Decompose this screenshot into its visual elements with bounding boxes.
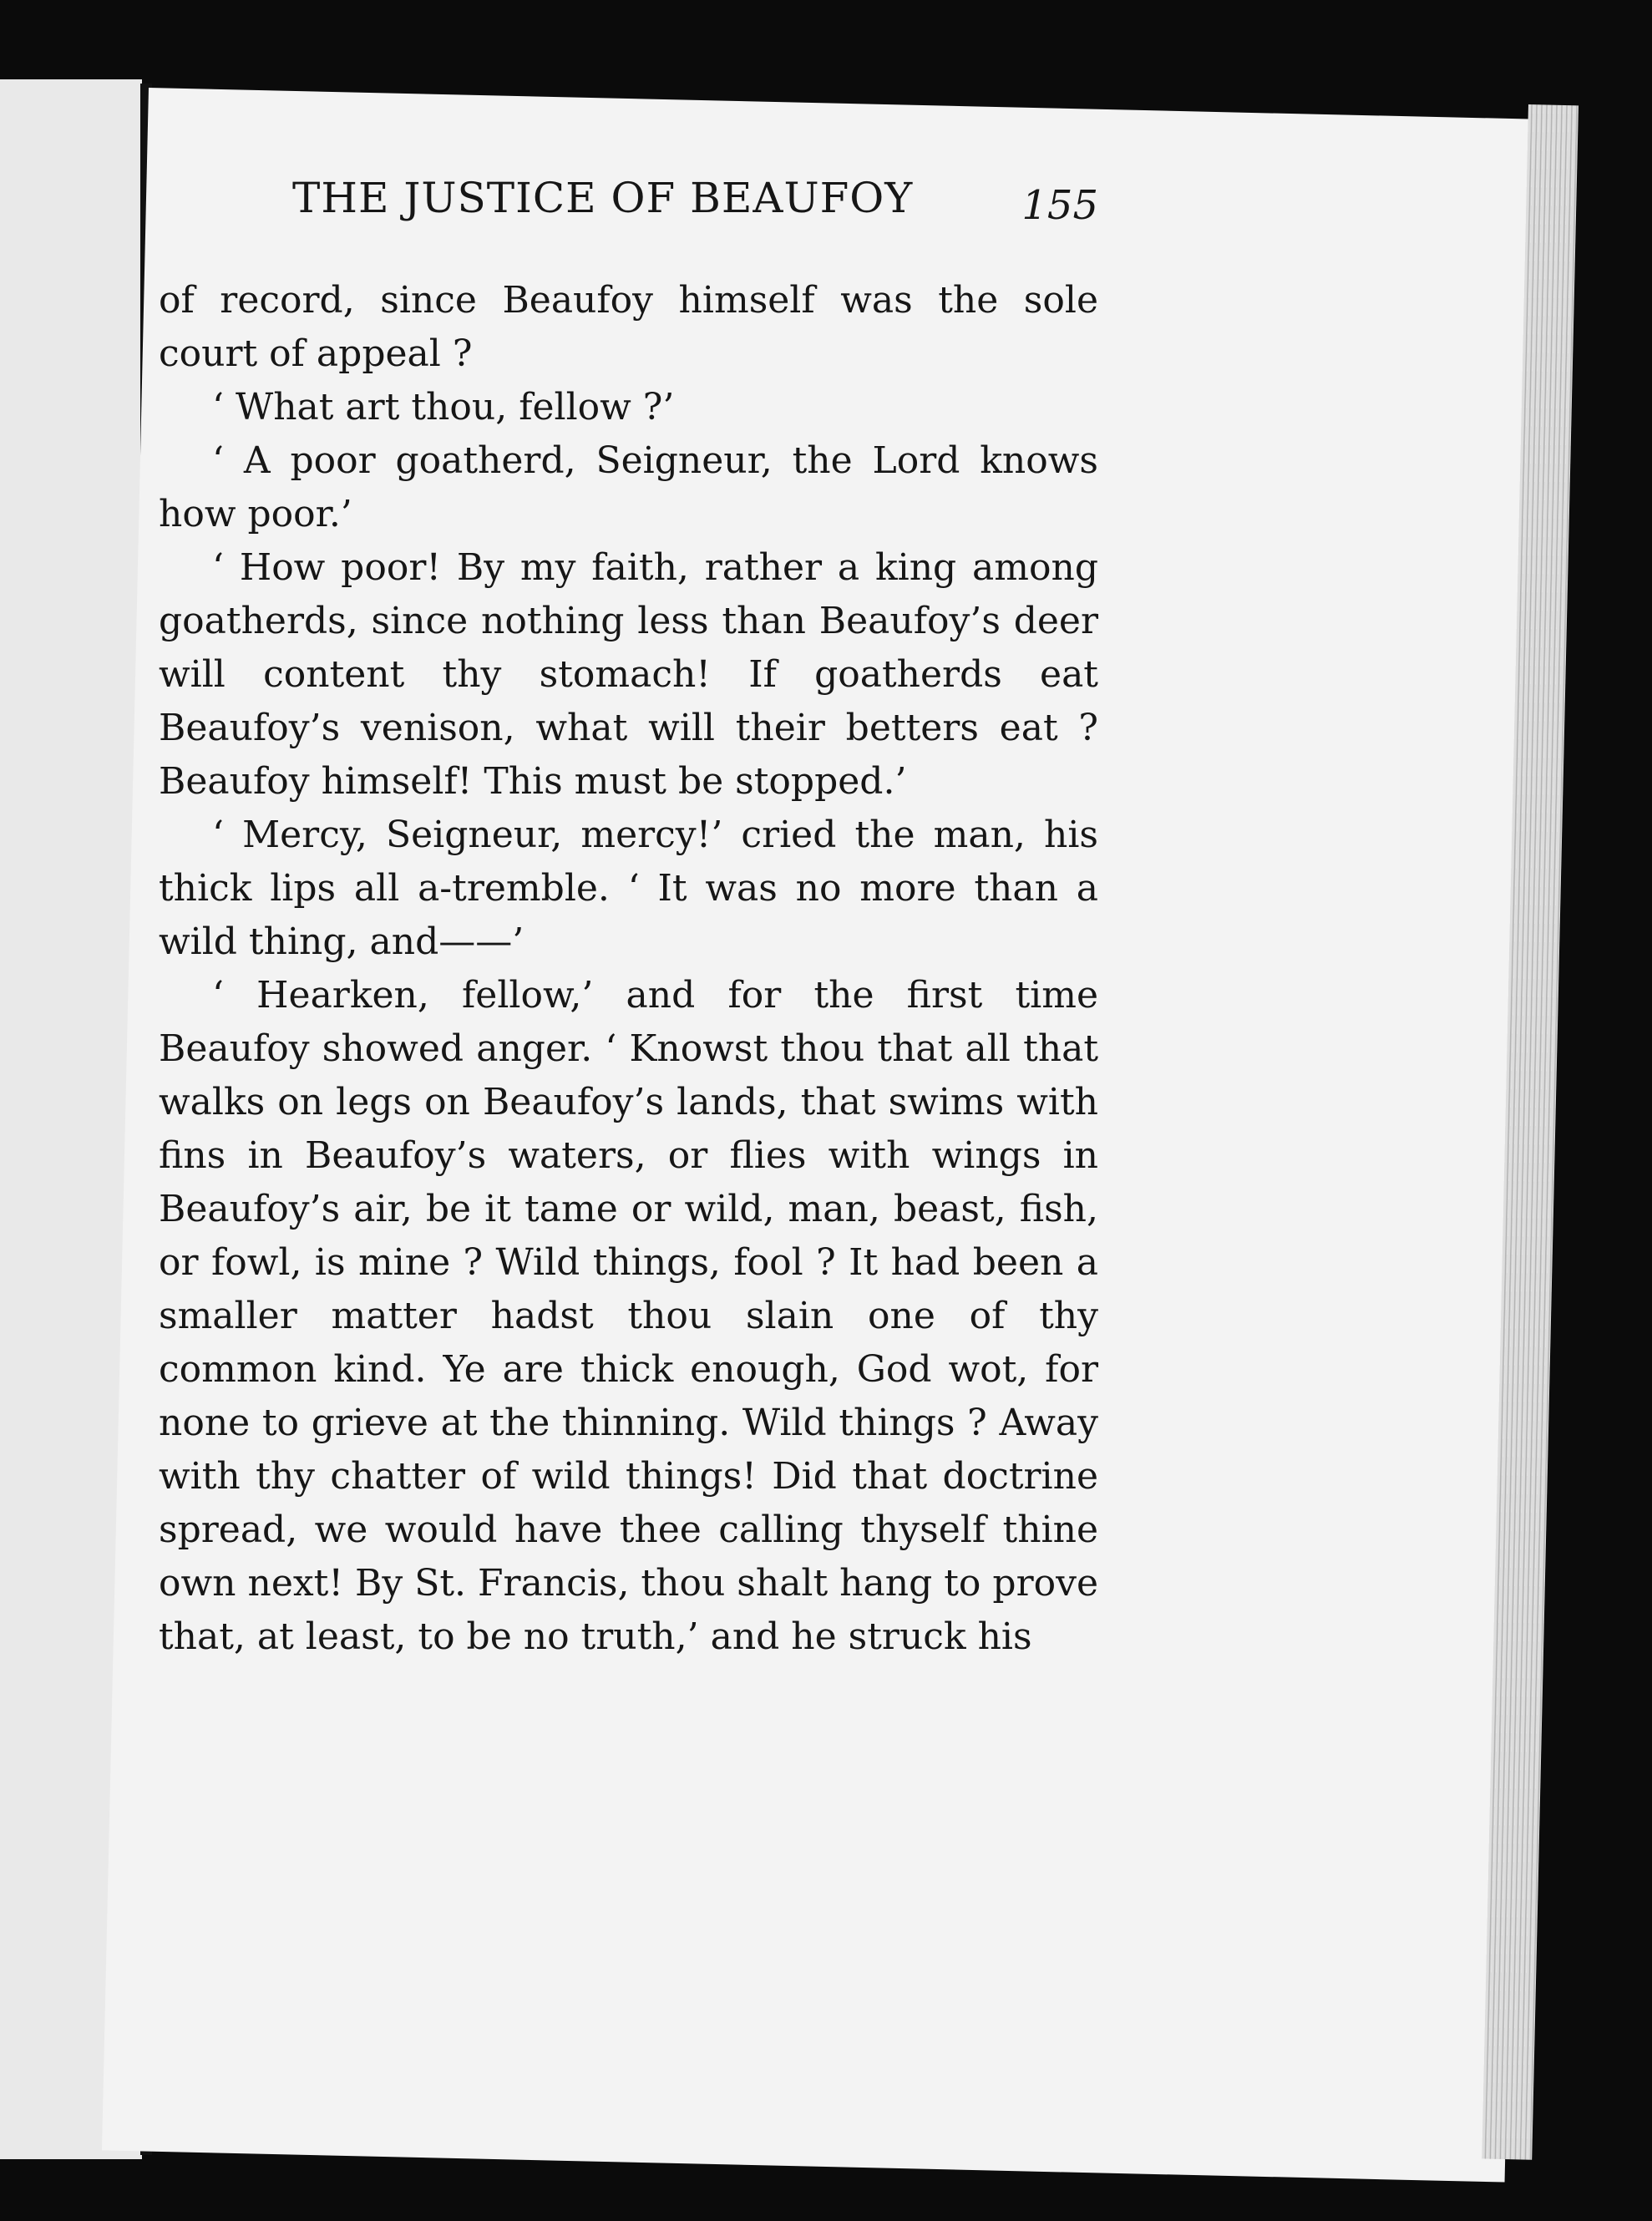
paragraph: ‘ Mercy, Seigneur, mercy!’ cried the man, his thick lips all a-tremble. ‘ It was no more than a wild thing, and——’ — [159, 814, 1098, 963]
page-content — [159, 174, 1098, 1664]
paragraph: ‘ How poor! By my faith, rather a king among goatherds, since nothing less than Beaufoy’s deer will content thy stomach! If goatherds eat Beaufoy’s venison, what will their betters eat ? Beaufoy himself! This must be stopped.’ — [159, 546, 1098, 803]
running-head — [159, 174, 1098, 274]
paragraph-continued: of record, since Beaufoy himself was the sole court of appeal ? — [159, 279, 1098, 375]
body-text — [159, 274, 1098, 1664]
paragraph: ‘ Hearken, fellow,’ and for the first time Beaufoy showed anger. ‘ Knowst thou that all that walks on legs on Beaufoy’s lands, that swims with fins in Beaufoy’s waters, or flies with wings in Beaufoy’s air, be it tame or wild, man, beast, fish, or fowl, is mine ? Wild things, fool ? It had been a smaller matter hadst thou slain one of thy common kind. Ye are thick enough, God wot, for none to grieve at the thinning. Wild things ? Away with thy chatter of wild things! Did that doctrine spread, we would have thee calling thyself thine own next! By St. Francis, thou shalt hang to prove that, at least, to be no truth,’ and he struck his — [159, 974, 1098, 1658]
page-number: 155 — [1021, 182, 1098, 229]
paragraph: ‘ A poor goatherd, Seigneur, the Lord knows how poor.’ — [159, 439, 1098, 535]
paragraph: ‘ What art thou, fellow ?’ — [212, 386, 675, 428]
running-title: THE JUSTICE OF BEAUFOY — [292, 174, 914, 222]
